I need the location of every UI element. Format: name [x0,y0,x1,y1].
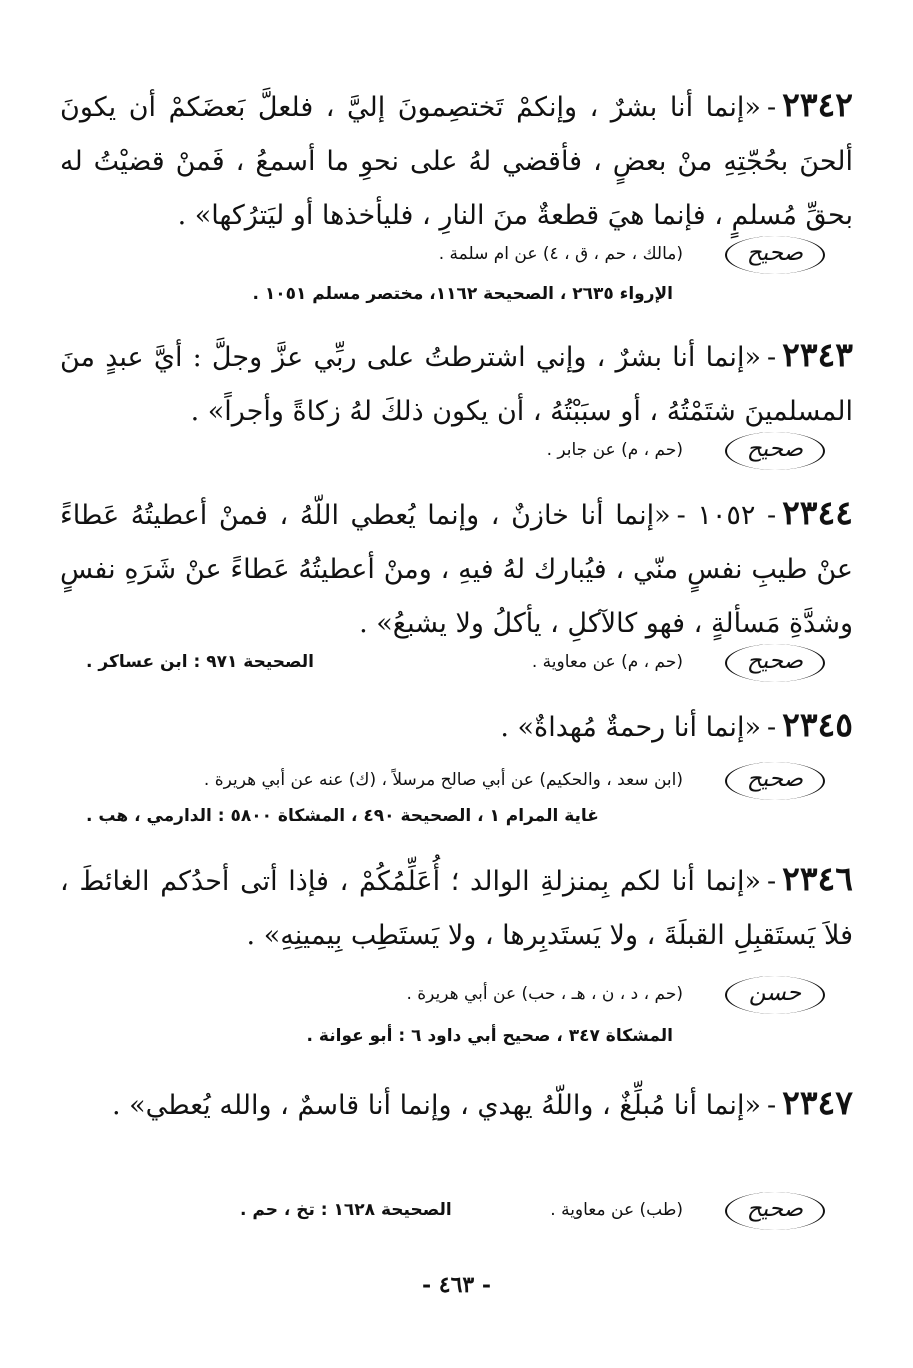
grade-row-2344 [60,644,853,692]
hadith-separator: - ١٠٥٢ - [676,500,777,531]
grade-row-2347 [60,1192,853,1240]
refs-line-2342: الإرواء ٢٦٣٥ ، الصحيحة ١١٦٢، مختصر مسلم ١٠٥١ . [252,284,673,304]
grade-badge: صحيح [725,432,825,470]
sources-text: (حم ، م) عن معاوية . [531,652,683,672]
grade-badge: صحيح [725,1192,825,1230]
hadith-text [60,698,853,755]
hadith-entry-2347 [60,1076,853,1133]
hadith-text [60,78,853,243]
hadith-entry-2345 [60,698,853,755]
hadith-separator: - [766,1090,777,1121]
hadith-entry-2342 [60,78,853,243]
refs-text: الصحيحة ٩٧١ : ابن عساكر . [86,652,314,672]
grade-badge: صحيح [725,644,825,682]
hadith-number: ٢٣٤٦ [782,859,853,898]
hadith-number: ٢٣٤٣ [782,335,853,374]
hadith-number: ٢٣٤٥ [782,705,853,744]
hadith-text [60,328,853,439]
hadith-separator: - [766,712,777,743]
hadith-text [60,1076,853,1133]
hadith-separator: - [766,342,777,373]
hadith-separator: - [766,92,777,123]
grade-badge: صحيح [725,236,825,274]
refs-line-2345: غاية المرام ١ ، الصحيحة ٤٩٠ ، المشكاة ٥٨٠٠ : الدارمي ، هب . [86,806,599,826]
grade-row-2342 [60,236,853,284]
grade-badge: صحيح [725,762,825,800]
sources-text: (طب) عن معاوية . [550,1200,683,1220]
hadith-text [60,852,853,963]
hadith-body: «إنما أنا مُبلِّغٌ ، واللّهُ يهدي ، وإنما أنا قاسمٌ ، والله يُعطي» . [111,1090,761,1121]
sources-text: (ابن سعد ، والحكيم) عن أبي صالح مرسلاً ، (ك) عنه عن أبي هريرة . [203,770,683,790]
sources-text: (حم ، د ، ن ، هـ ، حب) عن أبي هريرة . [406,984,683,1004]
hadith-body: «إنما أنا رحمةٌ مُهداةٌ» . [500,712,761,743]
hadith-body: «إنما أنا بشرٌ ، وإنكمْ تَختصِمونَ إليَّ ، فلعلَّ بَعضَكمْ أن يكونَ ألحنَ بحُجّتِهِ منْ بعضٍ ، فأقضي لهُ على نحوِ ما أسمعُ ، فَمنْ قضيْتُ له بحقِّ مُسلمٍ ، فإنما هيَ قطعةٌ منَ النارِ ، فليأخذها أو ليَترُكها» . [60,92,853,231]
sources-text: (مالك ، حم ، ق ، ٤) عن ام سلمة . [438,244,683,264]
grade-row-2345 [60,762,853,810]
hadith-entry-2346 [60,852,853,963]
hadith-text [60,486,853,651]
page-number: - ٤٦٣ - [421,1272,492,1298]
refs-line-2346: المشكاة ٣٤٧ ، صحيح أبي داود ٦ : أبو عوانة . [306,1026,673,1046]
hadith-body: «إنما أنا خازنٌ ، وإنما يُعطي اللّهُ ، فمنْ أعطيتُهُ عَطاءً عنْ طيبِ نفسٍ منّي ، فيُبارك لهُ فيهِ ، ومنْ أعطيتُهُ عَطاءً عنْ شَرَهِ نفسٍ وشدَّةِ مَسألةٍ ، فهو كالآكلِ ، يأكلُ ولا يشبعُ» . [60,500,853,639]
hadith-number: ٢٣٤٢ [782,85,853,124]
refs-text: الصحيحة ١٦٢٨ : تخ ، حم . [240,1200,452,1220]
hadith-body: «إنما أنا لكم بِمنزلةِ الوالد ؛ أُعَلِّمُكُمْ ، فإذا أتى أحدُكم الغائطَ ، فلاَ يَستَقبِلِ القبلَةَ ، ولا يَستَدبِرها ، ولا يَستَطِب بِيمينِهِ» . [60,866,853,951]
hadith-number: ٢٣٤٤ [782,493,853,532]
hadith-entry-2343 [60,328,853,439]
grade-row-2343 [60,432,853,480]
grade-badge: حسن [725,976,825,1014]
hadith-body: «إنما أنا بشرٌ ، وإني اشترطتُ على ربِّي عزَّ وجلَّ : أيَّ عبدٍ منَ المسلمينَ شتَمْتُهُ ، أو سبَبْتُهُ ، أن يكون ذلكَ لهُ زكاةً وأجراً» . [60,342,853,427]
sources-text: (حم ، م) عن جابر . [546,440,683,460]
hadith-entry-2344 [60,486,853,651]
hadith-number: ٢٣٤٧ [782,1083,853,1122]
hadith-separator: - [766,866,777,897]
grade-row-2346 [60,976,853,1024]
